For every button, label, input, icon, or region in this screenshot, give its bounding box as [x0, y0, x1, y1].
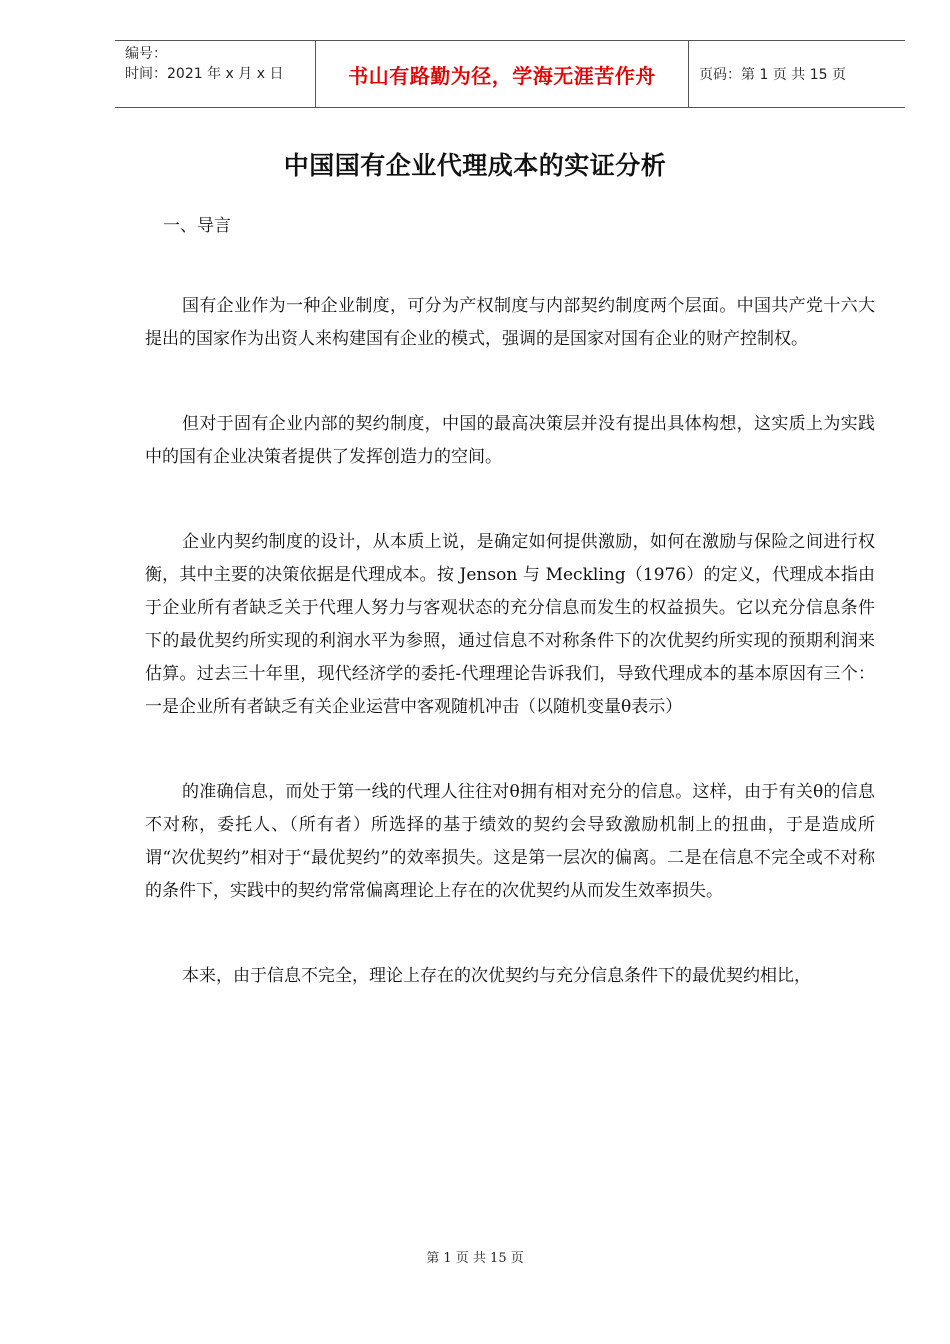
header-page-info-cell [689, 41, 905, 107]
paragraph: 本来，由于信息不完全，理论上存在的次优契约与充分信息条件下的最优契约相比， [182, 966, 811, 986]
paragraph: 国有企业作为一种企业制度，可分为产权制度与内部契约制度两个层面。中国共产党十六大提出的国家作为出资人来构建国有企业的模式，强调的是国家对国有企业的财产控制权。 [145, 296, 875, 349]
page-footer: 第 1 页 共 15 页 [426, 1251, 524, 1266]
document-time-label: 时间：2021 年 x 月 x 日 [125, 66, 284, 82]
document-number-label: 编号： [125, 46, 167, 62]
paragraph: 的准确信息，而处于第一线的代理人往往对θ拥有相对充分的信息。这样，由于有关θ的信息不对称，委托人、（所有者）所选择的基于绩效的契约会导致激励机制上的扭曲，于是造成所谓“次优契约”相对于“最优契约”的效率损失。这是第一层次的偏离。二是在信息不完全或不对称的条件下，实践中的契约常常偏离理论上存在的次优契约从而发生效率损失。 [145, 782, 875, 901]
header-meta [115, 41, 316, 107]
document-title: 中国国有企业代理成本的实证分析 [283, 151, 667, 180]
header-page-info: 页码：第 1 页 共 15 页 [699, 67, 846, 83]
document-body [145, 290, 875, 1045]
section-heading: 一、导言 [163, 216, 231, 236]
page-header [115, 40, 905, 108]
header-motto-cell [316, 41, 689, 107]
paragraph: 企业内契约制度的设计，从本质上说，是确定如何提供激励，如何在激励与保险之间进行权衡，其中主要的决策依据是代理成本。按 Jenson 与 Meckling（1976）的定义，代理成本指由于企业所有者缺乏关于代理人努力与客观状态的充分信息而发生的权益损失。它以充分信息条件下的最优契约所实现的利润水平为参照，通过信息不对称条件下的次优契约所实现的预期利润来估算。过去三十年里，现代经济学的委托-代理理论告诉我们，导致代理成本的基本原因有三个：一是企业所有者缺乏有关企业运营中客观随机冲击（以随机变量θ表示） [145, 532, 875, 717]
paragraph: 但对于固有企业内部的契约制度，中国的最高决策层并没有提出具体构想，这实质上为实践中的国有企业决策者提供了发挥创造力的空间。 [145, 414, 875, 467]
header-motto: 书山有路勤为径，学海无涯苦作舟 [348, 63, 656, 88]
